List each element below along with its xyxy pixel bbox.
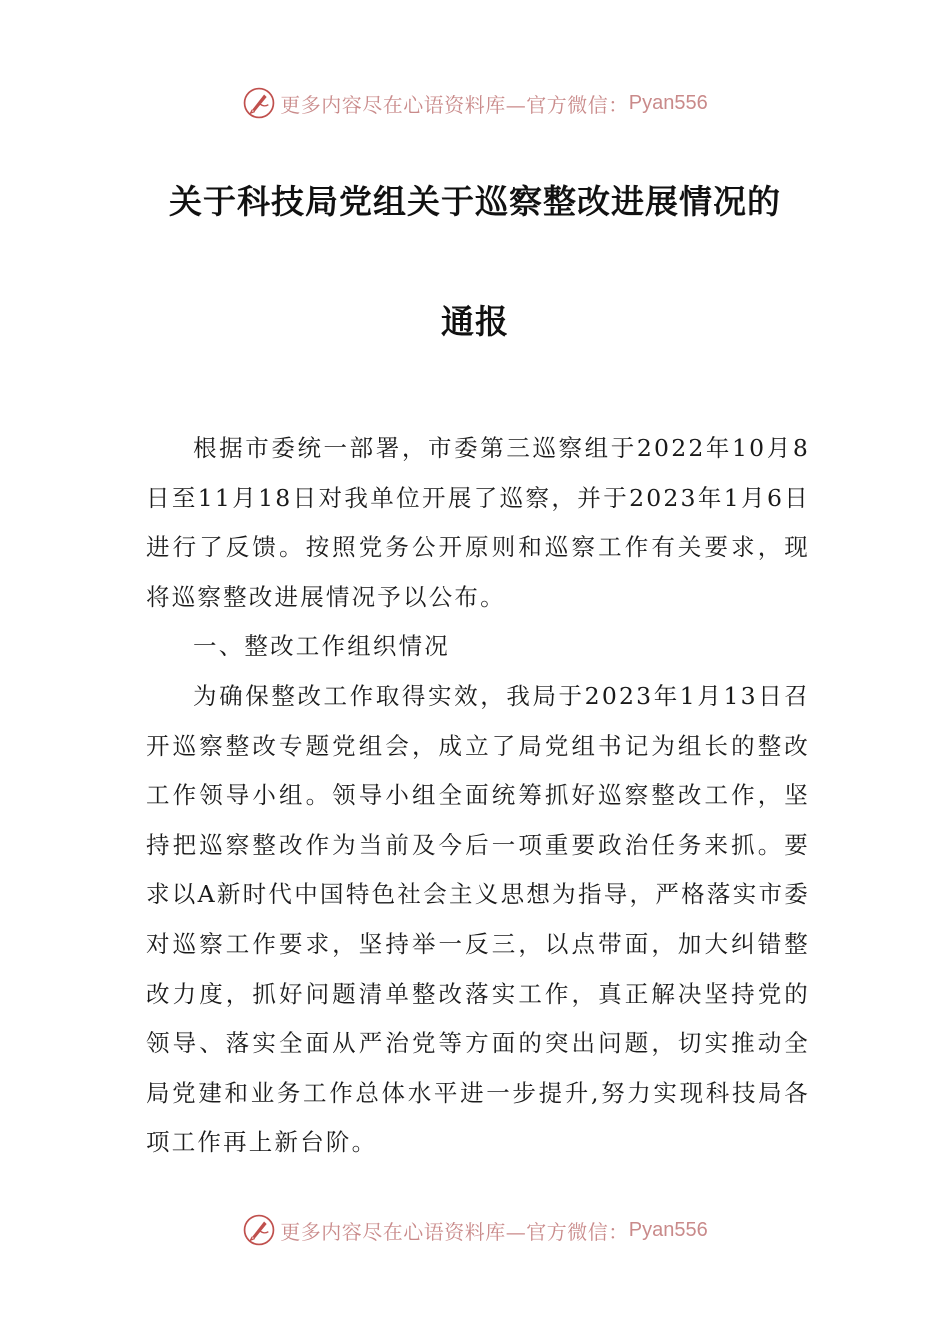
watermark-wechat-id: Pyan556 xyxy=(628,91,708,114)
section-heading: 一、整改工作组织情况 xyxy=(193,632,450,661)
document-body xyxy=(146,424,810,1168)
watermark-text: 更多内容尽在心语资料库—官方微信： xyxy=(280,92,629,117)
document-title-line2: 通报 xyxy=(441,302,509,341)
footer-watermark xyxy=(0,1210,950,1250)
watermark-text: 更多内容尽在心语资料库—官方微信： xyxy=(280,1219,629,1244)
header-watermark xyxy=(0,83,950,123)
paragraph-organization: 为确保整改工作取得实效，我局于2023年1月13日召开巡察整改专题党组会，成立了局党组书记为组长的整改工作领导小组。领导小组全面统筹抓好巡察整改工作，坚持把巡察整改作为当前及今后一项重要政治任务来抓。要求以A新时代中国特色社会主义思想为指导，严格落实市委对巡察工作要求，坚持举一反三，以点带面，加大纠错整改力度，抓好问题清单整改落实工作，真正解决坚持党的领导、落实全面从严治党等方面的突出问题，切实推动全局党建和业务工作总体水平进一步提升,努力实现科技局各项工作再上新台阶。 xyxy=(146,681,810,1157)
watermark-wechat-id: Pyan556 xyxy=(628,1218,708,1241)
quill-pen-logo-icon xyxy=(242,1213,276,1247)
document-title-line1: 关于科技局党组关于巡察整改进展情况的 xyxy=(169,182,781,221)
quill-pen-logo-icon xyxy=(242,86,276,120)
paragraph-intro: 根据市委统一部署，市委第三巡察组于2022年10月8日至11月18日对我单位开展了巡察，并于2023年1月6日进行了反馈。按照党务公开原则和巡察工作有关要求，现将巡察整改进展情况予以公布。 xyxy=(146,434,810,611)
